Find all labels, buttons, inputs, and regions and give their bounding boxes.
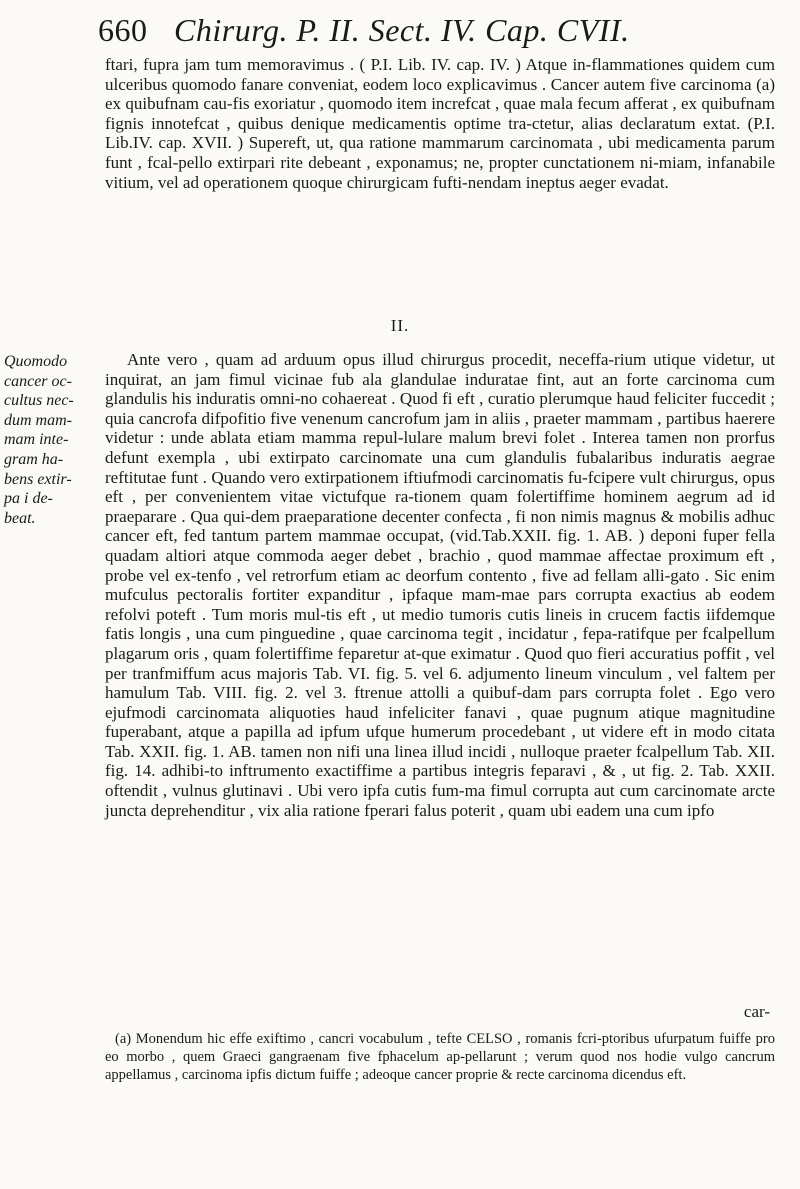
paragraph-2: Ante vero , quam ad arduum opus illud chirurgus procedit, neceffa-rium utique videtur, ut inquirat, an jam fimul vicinae fub ala glandulae induratae fint, aut an forte carcinoma cum glandulis his induratis omni-no cohaereat . Quod fi eft , curatio plerumque haud feliciter fuccedit ; quia cancrofa difpofitio five venenum cancrofum jam in aliis , praeter mammam , partibus haerere videtur : unde ablata etiam mamma repul-lulare malum brevi folet . Interea tamen non prorfus defunt exempla , ubi extirpato carcinomate una cum glandulis fubalaribus induratis aegrae reftitutae funt . Quando vero extirpationem iftiufmodi carcinomatis fu-fcipere vult chirurgus, opus eft , per convenientem vitae victufque ra-tionem quam folertiffime hominem aegrum ad id praeparare . Qua qui-dem praeparatione decenter confecta , fi non nimis magnus & mobilis adhuc cancer eft, fed tantum partem mammae occupat, (vid.Tab.XXII. fig. 1. AB. ) deponi fuper fella quadam altiori atque commoda aeger debet , brachio , quod mammae affectae proximum eft , probe vel ex-tenfo , vel retrorfum etiam ac deorfum contento , five ad fellam alli-gato . Sic enim mufculus pectoralis fortiter expanditur , ipfaque mam-mae pars corrupta exactius ab eodem refolvi poteft . Tum moris mul-tis eft , ut medio tumoris cutis lineis in crucem factis iifdemque fatis longis , una cum pinguedine , quae carcinoma tegit , incidatur , fepa-ratifque per fcalpellum plagarum oris , quam folertiffime feparetur at-que eximatur . Quod quo fieri accuratius poffit , vel per tranfmiffum acus majoris Tab. VI. fig. 5. vel 6. adjumento lineum vinculum , vel faltem per hamulum Tab. VIII. fig. 2. vel 3. ftrenue attolli a quibuf-dam pars corrupta folet . Ego vero ejufmodi carcinomata aliquoties haud infeliciter fanavi , quae pugnum atique magnitudine fuperabant, atque a papilla ad ipfum ufque humerum procedebant , ut videre eft in modo citata Tab. XXII. fig. 1. AB. tamen non nifi una linea illud incidi , nulloque praeter fcalpellum Tab. XII. fig. 14. adhibi-to inftrumento exactiffime a partibus integris feparavi , & , ut fig. 2. Tab. XXII. oftendit , vulnus glutinavi . Ubi vero ipfa cutis fum-ma fimul corrupta aut cum carcinomate arcte juncta deprehenditur , vix alia ratione fperari falus poterit , quam ubi eadem una cum ipfo	[105, 350, 775, 820]
marginal-line: beat.	[4, 509, 36, 527]
running-title: Chirurg. P. II. Sect. IV. Cap. CVII.	[174, 12, 630, 48]
section-number: II.	[390, 316, 410, 335]
marginal-line: cancer oc-	[4, 372, 72, 390]
catchword: car-	[743, 1002, 770, 1021]
footnote-text: (a) Monendum hic effe exiftimo , cancri vocabulum , tefte CELSO , romanis fcri-ptoribus ufurpatum fuiffe pro eo morbo , quem Graeci gangraenam five fphacelum ap-pellarunt ; verum quod nos hodie vulgo cancrum appellamus , carcinoma ipfis dictum fuiffe ; adeoque cancer proprie & recte carcinoma dicendus eft.	[105, 1031, 775, 1083]
marginal-line: gram ha-	[4, 450, 64, 468]
paragraph-1: ftari, fupra jam tum memoravimus . ( P.I. Lib. IV. cap. IV. ) Atque in-flammationes quidem cum ulceribus quomodo fanare conveniat, eodem loco explicavimus . Cancer autem five carcinoma (a) ex quibufnam cau-fis exoriatur , quomodo item increfcat , quae mala fecum afferat , ex quibufnam fignis innotefcat , quibus denique medicamentis optime tra-ctetur, alias declaratum extat. (P.I. Lib.IV. cap. XVII. ) Supereft, ut, qua ratione mammarum carcinomata , ubi medicamenta parum funt , fcal-pello extirpari rite debeant , exponamus; ne, propter cunctationem ni-miam, infanabile vitium, vel ad operationem quoque chirurgicam fufti-nendam ineptus aeger evadat.	[105, 55, 775, 192]
footnote	[105, 1030, 775, 1084]
marginal-line: cultus nec-	[4, 392, 74, 410]
marginal-line: pa i de-	[4, 490, 53, 508]
page-number: 660	[98, 12, 148, 48]
marginal-line: bens extir-	[4, 470, 72, 488]
marginal-line: dum mam-	[4, 411, 72, 429]
marginal-line: Quomodo	[4, 353, 68, 370]
paragraph-block-2	[105, 350, 775, 820]
running-head	[98, 10, 778, 50]
marginal-line: mam inte-	[4, 431, 69, 449]
marginal-note	[4, 352, 90, 528]
paragraph-block-1	[105, 55, 775, 192]
